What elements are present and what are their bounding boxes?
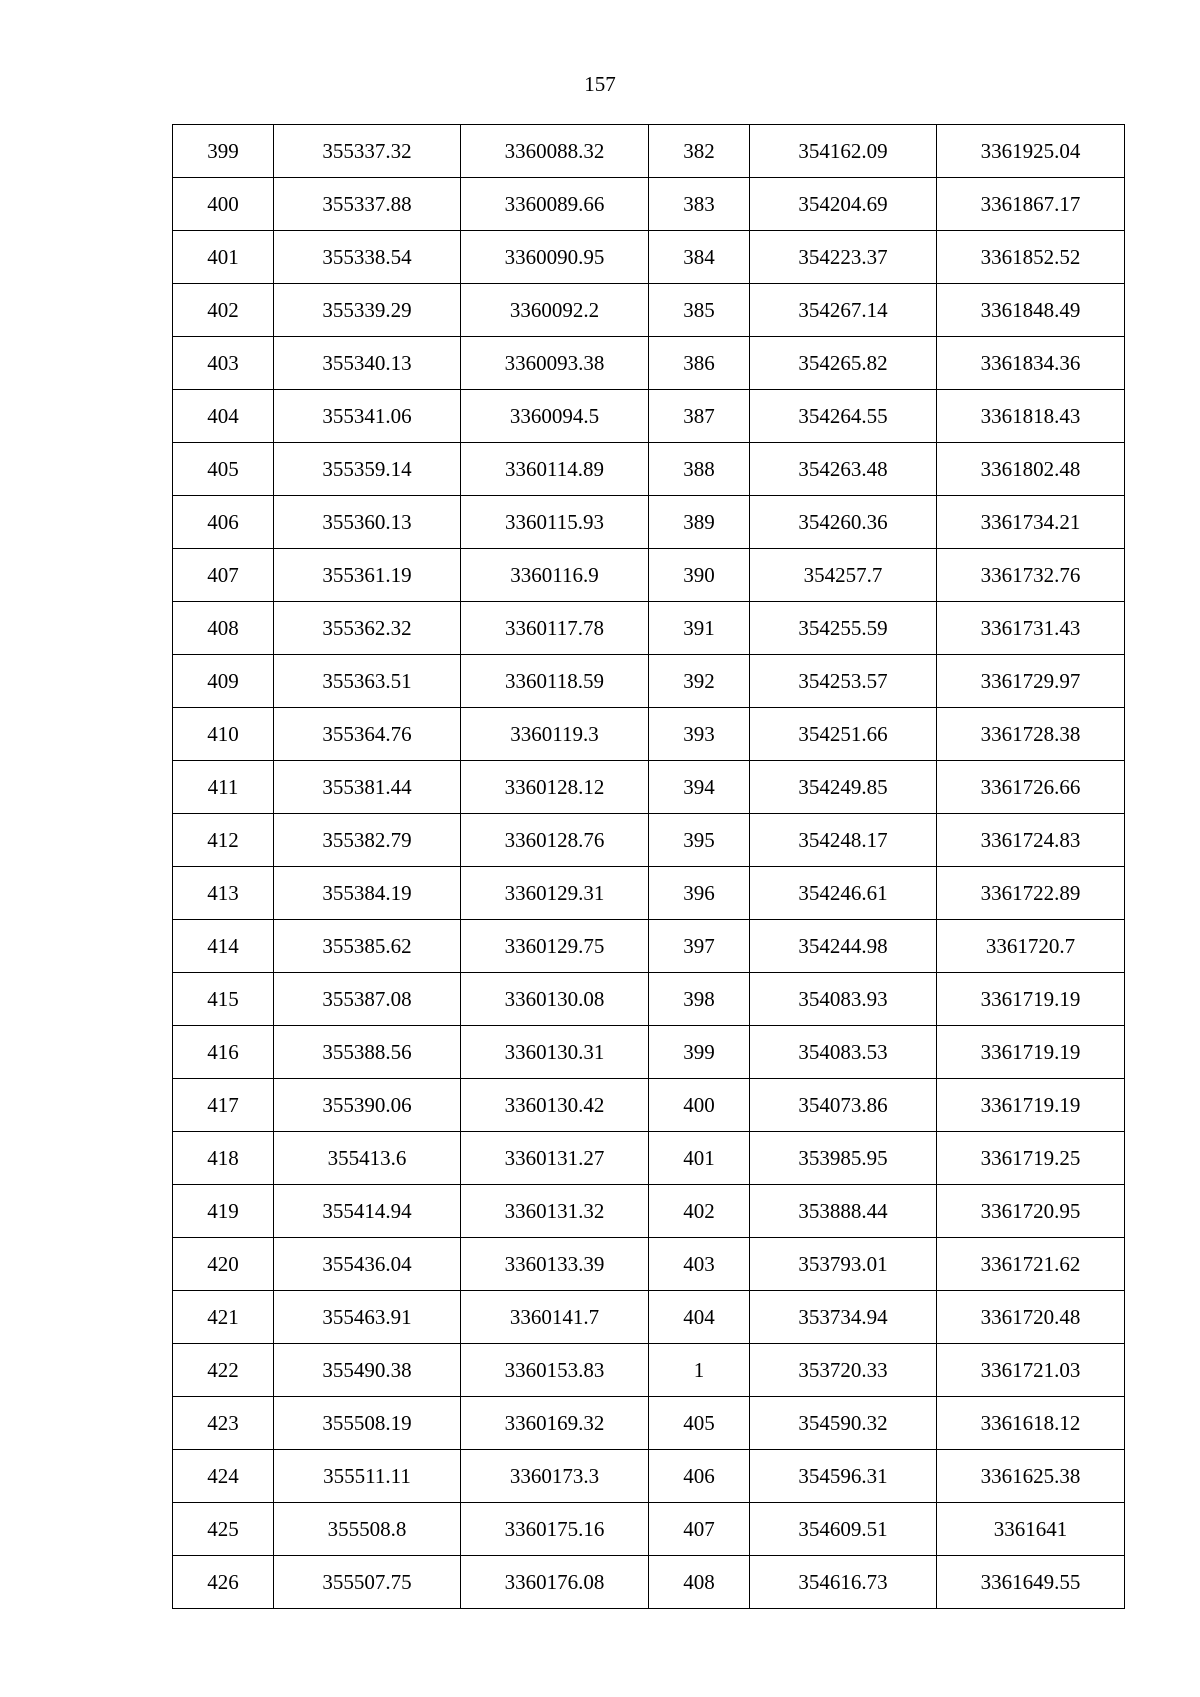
y-coord-right-cell: 3361720.48 [937,1291,1125,1344]
point-id-left-cell: 408 [173,602,274,655]
x-coord-right-cell: 353734.94 [750,1291,937,1344]
table-row [173,125,1125,178]
point-id-right-cell: 382 [649,125,750,178]
point-id-left-cell: 423 [173,1397,274,1450]
point-id-right-cell: 397 [649,920,750,973]
x-coord-left-cell: 355508.8 [274,1503,461,1556]
point-id-right-cell: 404 [649,1291,750,1344]
y-coord-left-cell: 3360119.3 [461,708,649,761]
point-id-left-cell: 409 [173,655,274,708]
y-coord-left-cell: 3360128.76 [461,814,649,867]
table-row [173,390,1125,443]
table-row [173,1344,1125,1397]
point-id-left-cell: 416 [173,1026,274,1079]
x-coord-left-cell: 355338.54 [274,231,461,284]
y-coord-right-cell: 3361726.66 [937,761,1125,814]
table-row [173,973,1125,1026]
x-coord-right-cell: 354083.93 [750,973,937,1026]
x-coord-left-cell: 355382.79 [274,814,461,867]
x-coord-left-cell: 355511.11 [274,1450,461,1503]
coordinate-table [172,124,1125,1609]
x-coord-right-cell: 354264.55 [750,390,937,443]
point-id-left-cell: 402 [173,284,274,337]
point-id-right-cell: 402 [649,1185,750,1238]
y-coord-right-cell: 3361731.43 [937,602,1125,655]
table-row [173,1185,1125,1238]
table-row [173,761,1125,814]
x-coord-right-cell: 354263.48 [750,443,937,496]
point-id-left-cell: 407 [173,549,274,602]
table-row [173,708,1125,761]
table-row [173,867,1125,920]
x-coord-right-cell: 354162.09 [750,125,937,178]
x-coord-right-cell: 354257.7 [750,549,937,602]
x-coord-left-cell: 355490.38 [274,1344,461,1397]
point-id-right-cell: 396 [649,867,750,920]
point-id-left-cell: 405 [173,443,274,496]
point-id-left-cell: 400 [173,178,274,231]
x-coord-right-cell: 354260.36 [750,496,937,549]
y-coord-right-cell: 3361618.12 [937,1397,1125,1450]
point-id-left-cell: 419 [173,1185,274,1238]
point-id-right-cell: 406 [649,1450,750,1503]
y-coord-left-cell: 3360114.89 [461,443,649,496]
point-id-left-cell: 413 [173,867,274,920]
y-coord-right-cell: 3361734.21 [937,496,1125,549]
y-coord-right-cell: 3361720.95 [937,1185,1125,1238]
y-coord-left-cell: 3360094.5 [461,390,649,443]
point-id-left-cell: 422 [173,1344,274,1397]
x-coord-left-cell: 355385.62 [274,920,461,973]
point-id-left-cell: 425 [173,1503,274,1556]
y-coord-right-cell: 3361722.89 [937,867,1125,920]
point-id-left-cell: 411 [173,761,274,814]
table-row [173,1503,1125,1556]
table-row [173,655,1125,708]
x-coord-right-cell: 354265.82 [750,337,937,390]
point-id-right-cell: 385 [649,284,750,337]
x-coord-left-cell: 355387.08 [274,973,461,1026]
table-row [173,1397,1125,1450]
point-id-right-cell: 395 [649,814,750,867]
x-coord-left-cell: 355359.14 [274,443,461,496]
x-coord-right-cell: 354253.57 [750,655,937,708]
x-coord-left-cell: 355436.04 [274,1238,461,1291]
y-coord-left-cell: 3360153.83 [461,1344,649,1397]
x-coord-right-cell: 353888.44 [750,1185,937,1238]
table-row [173,814,1125,867]
table-row [173,1132,1125,1185]
y-coord-left-cell: 3360115.93 [461,496,649,549]
x-coord-left-cell: 355340.13 [274,337,461,390]
x-coord-left-cell: 355508.19 [274,1397,461,1450]
y-coord-right-cell: 3361802.48 [937,443,1125,496]
x-coord-left-cell: 355360.13 [274,496,461,549]
y-coord-left-cell: 3360093.38 [461,337,649,390]
point-id-left-cell: 417 [173,1079,274,1132]
y-coord-left-cell: 3360092.2 [461,284,649,337]
x-coord-right-cell: 354246.61 [750,867,937,920]
x-coord-left-cell: 355337.88 [274,178,461,231]
x-coord-left-cell: 355362.32 [274,602,461,655]
y-coord-right-cell: 3361728.38 [937,708,1125,761]
point-id-right-cell: 391 [649,602,750,655]
table-row [173,1238,1125,1291]
point-id-right-cell: 388 [649,443,750,496]
point-id-right-cell: 408 [649,1556,750,1609]
y-coord-right-cell: 3361732.76 [937,549,1125,602]
table-row [173,337,1125,390]
x-coord-right-cell: 354073.86 [750,1079,937,1132]
y-coord-right-cell: 3361720.7 [937,920,1125,973]
x-coord-right-cell: 354267.14 [750,284,937,337]
table-row [173,1450,1125,1503]
y-coord-right-cell: 3361719.19 [937,1079,1125,1132]
y-coord-left-cell: 3360088.32 [461,125,649,178]
y-coord-left-cell: 3360130.42 [461,1079,649,1132]
y-coord-left-cell: 3360129.31 [461,867,649,920]
x-coord-right-cell: 354616.73 [750,1556,937,1609]
page-number: 157 [584,72,616,96]
x-coord-left-cell: 355413.6 [274,1132,461,1185]
y-coord-right-cell: 3361641 [937,1503,1125,1556]
y-coord-left-cell: 3360089.66 [461,178,649,231]
y-coord-left-cell: 3360118.59 [461,655,649,708]
y-coord-right-cell: 3361721.03 [937,1344,1125,1397]
x-coord-right-cell: 353985.95 [750,1132,937,1185]
point-id-right-cell: 389 [649,496,750,549]
point-id-right-cell: 390 [649,549,750,602]
point-id-right-cell: 387 [649,390,750,443]
y-coord-right-cell: 3361925.04 [937,125,1125,178]
x-coord-left-cell: 355507.75 [274,1556,461,1609]
y-coord-right-cell: 3361719.25 [937,1132,1125,1185]
point-id-right-cell: 398 [649,973,750,1026]
point-id-left-cell: 403 [173,337,274,390]
x-coord-right-cell: 354083.53 [750,1026,937,1079]
point-id-left-cell: 421 [173,1291,274,1344]
point-id-left-cell: 406 [173,496,274,549]
point-id-right-cell: 399 [649,1026,750,1079]
y-coord-left-cell: 3360131.32 [461,1185,649,1238]
y-coord-right-cell: 3361848.49 [937,284,1125,337]
point-id-left-cell: 399 [173,125,274,178]
x-coord-right-cell: 354249.85 [750,761,937,814]
table-row [173,602,1125,655]
x-coord-right-cell: 353720.33 [750,1344,937,1397]
y-coord-right-cell: 3361867.17 [937,178,1125,231]
x-coord-left-cell: 355341.06 [274,390,461,443]
x-coord-left-cell: 355390.06 [274,1079,461,1132]
x-coord-left-cell: 355381.44 [274,761,461,814]
x-coord-right-cell: 354609.51 [750,1503,937,1556]
x-coord-left-cell: 355388.56 [274,1026,461,1079]
point-id-left-cell: 404 [173,390,274,443]
point-id-right-cell: 394 [649,761,750,814]
y-coord-right-cell: 3361852.52 [937,231,1125,284]
point-id-left-cell: 418 [173,1132,274,1185]
x-coord-right-cell: 354248.17 [750,814,937,867]
x-coord-left-cell: 355414.94 [274,1185,461,1238]
point-id-left-cell: 420 [173,1238,274,1291]
point-id-left-cell: 424 [173,1450,274,1503]
point-id-right-cell: 384 [649,231,750,284]
point-id-right-cell: 1 [649,1344,750,1397]
y-coord-left-cell: 3360116.9 [461,549,649,602]
y-coord-left-cell: 3360130.08 [461,973,649,1026]
x-coord-left-cell: 355337.32 [274,125,461,178]
y-coord-right-cell: 3361729.97 [937,655,1125,708]
point-id-right-cell: 386 [649,337,750,390]
x-coord-right-cell: 354251.66 [750,708,937,761]
y-coord-right-cell: 3361818.43 [937,390,1125,443]
table-row [173,178,1125,231]
x-coord-right-cell: 353793.01 [750,1238,937,1291]
point-id-right-cell: 393 [649,708,750,761]
table-row [173,549,1125,602]
point-id-right-cell: 400 [649,1079,750,1132]
y-coord-right-cell: 3361724.83 [937,814,1125,867]
table-row [173,496,1125,549]
y-coord-left-cell: 3360141.7 [461,1291,649,1344]
point-id-right-cell: 392 [649,655,750,708]
y-coord-right-cell: 3361649.55 [937,1556,1125,1609]
y-coord-left-cell: 3360175.16 [461,1503,649,1556]
y-coord-right-cell: 3361719.19 [937,1026,1125,1079]
y-coord-left-cell: 3360169.32 [461,1397,649,1450]
y-coord-right-cell: 3361625.38 [937,1450,1125,1503]
x-coord-left-cell: 355384.19 [274,867,461,920]
x-coord-right-cell: 354255.59 [750,602,937,655]
y-coord-left-cell: 3360129.75 [461,920,649,973]
table-row [173,1079,1125,1132]
table-row [173,1556,1125,1609]
point-id-left-cell: 412 [173,814,274,867]
coordinate-table-body [173,125,1125,1609]
point-id-left-cell: 414 [173,920,274,973]
point-id-right-cell: 401 [649,1132,750,1185]
x-coord-right-cell: 354223.37 [750,231,937,284]
point-id-left-cell: 426 [173,1556,274,1609]
point-id-right-cell: 383 [649,178,750,231]
point-id-right-cell: 407 [649,1503,750,1556]
table-row [173,443,1125,496]
y-coord-right-cell: 3361719.19 [937,973,1125,1026]
point-id-right-cell: 403 [649,1238,750,1291]
y-coord-left-cell: 3360131.27 [461,1132,649,1185]
y-coord-left-cell: 3360176.08 [461,1556,649,1609]
table-row [173,231,1125,284]
y-coord-right-cell: 3361834.36 [937,337,1125,390]
y-coord-right-cell: 3361721.62 [937,1238,1125,1291]
y-coord-left-cell: 3360090.95 [461,231,649,284]
point-id-left-cell: 415 [173,973,274,1026]
x-coord-left-cell: 355364.76 [274,708,461,761]
point-id-left-cell: 401 [173,231,274,284]
table-row [173,1026,1125,1079]
x-coord-left-cell: 355361.19 [274,549,461,602]
x-coord-right-cell: 354244.98 [750,920,937,973]
table-row [173,284,1125,337]
x-coord-right-cell: 354204.69 [750,178,937,231]
table-row [173,920,1125,973]
x-coord-right-cell: 354596.31 [750,1450,937,1503]
y-coord-left-cell: 3360133.39 [461,1238,649,1291]
x-coord-left-cell: 355339.29 [274,284,461,337]
y-coord-left-cell: 3360128.12 [461,761,649,814]
x-coord-left-cell: 355363.51 [274,655,461,708]
table-row [173,1291,1125,1344]
point-id-left-cell: 410 [173,708,274,761]
x-coord-left-cell: 355463.91 [274,1291,461,1344]
x-coord-right-cell: 354590.32 [750,1397,937,1450]
y-coord-left-cell: 3360130.31 [461,1026,649,1079]
y-coord-left-cell: 3360173.3 [461,1450,649,1503]
y-coord-left-cell: 3360117.78 [461,602,649,655]
point-id-right-cell: 405 [649,1397,750,1450]
